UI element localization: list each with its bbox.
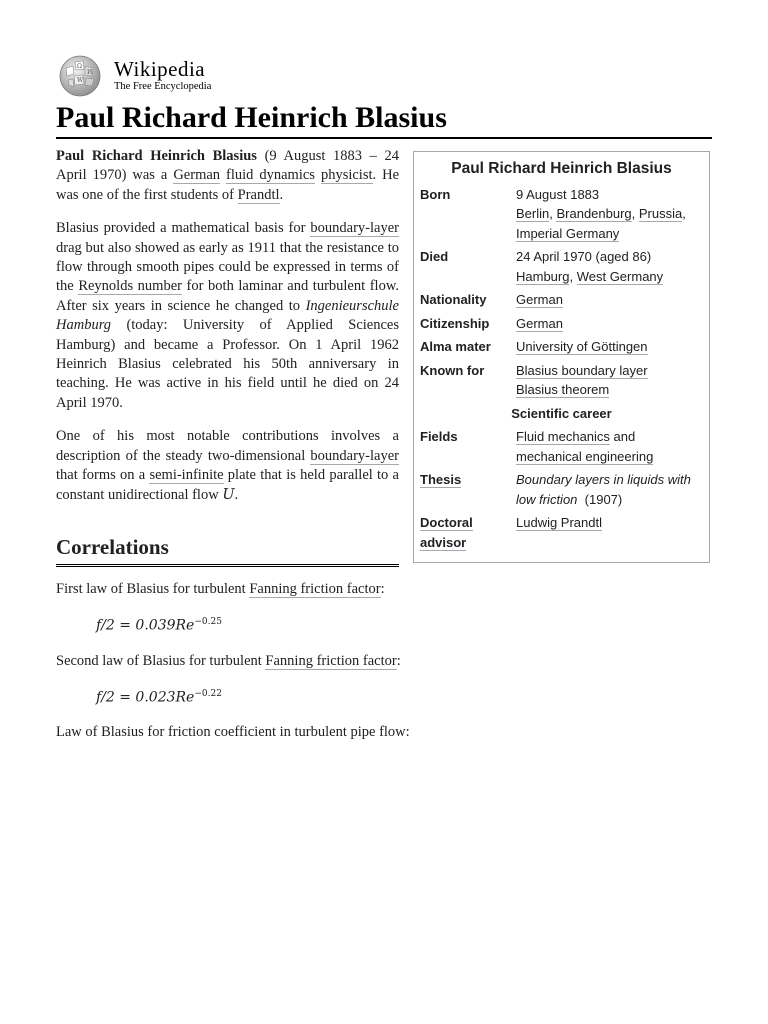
paragraph-text: : (380, 580, 385, 597)
link-fluid-dynamics[interactable]: fluid dynamics (226, 167, 315, 184)
infobox-label: Alma mater (420, 339, 491, 354)
link-prussia[interactable]: Prussia (638, 206, 683, 221)
link-hamburg[interactable]: Hamburg (516, 268, 570, 284)
paragraph-text: drag but also showed as early as 1911 that the resistance to flow through smooth pipes could be expressed in terms of the (56, 239, 399, 295)
infobox-row-died: Died 24 April 1970 (aged 86) Hamburg, West Germany (420, 247, 703, 286)
article-page (56, 54, 712, 742)
formula-exponent: −0.25 (194, 616, 222, 627)
link-ludwig-prandtl[interactable]: Ludwig Prandtl (516, 515, 602, 530)
link-doctoral-advisor-label[interactable] (420, 515, 473, 551)
fields-conjunction: and (609, 429, 636, 444)
link-brandenburg[interactable]: Brandenburg (556, 206, 632, 221)
link-west-germany[interactable]: West Germany (576, 268, 664, 284)
intro-text: . (279, 186, 284, 203)
paragraph-text: (today: University of Applied Sciences Hamburg) and became a Professor. On 1 April 1962 Heinrich Blasius celebrated his 50th anniversary in teaching. He was active in his field until he died on 24 April 1970. (56, 317, 399, 411)
infobox-row-known-for (420, 361, 703, 400)
link-fluid-mechanics[interactable]: Fluid mechanics (516, 429, 610, 444)
article-body (56, 147, 399, 505)
link-fanning-friction-factor[interactable]: Fanning friction factor (249, 580, 381, 597)
infobox-label: Citizenship (420, 315, 490, 331)
formula-var: Re (175, 689, 195, 706)
thesis-title: Boundary layers in liquids with low friction (516, 472, 691, 507)
advisor-label-line: Doctoral (420, 515, 473, 530)
logo-title: Wikipedia (114, 57, 206, 82)
link-prandtl[interactable]: Prandtl (237, 186, 280, 203)
career-paragraph (56, 219, 399, 413)
subject-name: Paul Richard Heinrich Blasius (56, 148, 257, 164)
paragraph-text: . (234, 486, 239, 503)
paragraph-text: plate that is held parallel to a constant unidirectional flow (56, 467, 399, 503)
school-name: Ingenieurschule Hamburg (56, 297, 399, 334)
link-imperial-germany[interactable]: Imperial Germany (516, 225, 620, 241)
infobox (413, 151, 710, 563)
link-citizenship-german[interactable]: German (516, 315, 563, 331)
infobox-label: Fields (420, 429, 458, 444)
infobox-row-advisor (420, 513, 703, 552)
wikipedia-globe-icon (56, 54, 104, 98)
svg-text:W: W (77, 77, 84, 84)
section-heading-correlations: Correlations (56, 533, 399, 567)
link-mechanical-engineering[interactable]: mechanical engineering (516, 448, 654, 464)
infobox-row-thesis (420, 470, 703, 509)
infobox-label: Known for (420, 362, 485, 378)
link-blasius-theorem[interactable]: Blasius theorem (516, 382, 610, 397)
formula-lhs: f/2 = 0.023 (96, 689, 176, 706)
link-fanning-friction-factor-2[interactable]: Fanning friction factor (265, 652, 397, 669)
infobox-label: Nationality (420, 292, 487, 307)
link-berlin[interactable]: Berlin (516, 206, 550, 221)
correlation-first-law (56, 580, 576, 599)
svg-text:Ω: Ω (77, 63, 82, 70)
infobox-section-heading: Scientific career (511, 405, 612, 421)
infobox-row-born: Born 9 August 1883 Berlin, Brandenburg, Prussia, Imperial Germany (420, 185, 703, 244)
correlation-pipe-flow: Law of Blasius for friction coefficient in turbulent pipe flow: (56, 724, 410, 741)
math-u: U (222, 486, 235, 503)
link-boundary-layer-2[interactable]: boundary-layer (310, 447, 399, 464)
intro-text: . He was one of the first students of (56, 167, 400, 203)
formula-var: Re (175, 617, 195, 634)
infobox-label: Died (420, 249, 449, 264)
wikipedia-logo[interactable] (56, 54, 712, 98)
infobox-label: Born (420, 186, 451, 202)
intro-paragraph (56, 147, 399, 205)
link-university-goettingen[interactable]: University of Göttingen (516, 339, 648, 354)
infobox-row-alma-mater (420, 337, 703, 357)
paragraph-text: First law of Blasius for turbulent (56, 580, 250, 597)
infobox-row-nationality (420, 290, 703, 310)
advisor-label-line: advisor (420, 534, 467, 550)
paragraph-text: Blasius provided a mathematical basis for (56, 220, 311, 237)
paragraph-text: One of his most notable contributions involves a description of the steady two-dimensional (56, 428, 399, 464)
link-nationality-german[interactable]: German (516, 292, 563, 307)
formula-lhs: f/2 = 0.039 (96, 617, 176, 634)
svg-text:И: И (87, 69, 93, 76)
link-thesis-label[interactable]: Thesis (420, 472, 462, 487)
infobox-title: Paul Richard Heinrich Blasius (451, 160, 672, 177)
died-date: 24 April 1970 (aged 86) (516, 249, 652, 264)
link-semi-infinite[interactable]: semi-infinite (149, 467, 224, 484)
paragraph-text: for both laminar and turbulent flow. After six years in science he changed to (56, 278, 399, 314)
link-physicist[interactable]: physicist (320, 167, 373, 184)
formula-second-law (96, 685, 576, 708)
formula-exponent: −0.22 (194, 688, 222, 699)
page-title: Paul Richard Heinrich Blasius (56, 100, 712, 139)
born-date: 9 August 1883 (516, 186, 600, 202)
logo-subtitle: The Free Encyclopedia (114, 81, 212, 93)
intro-text: (9 August 1883 – 24 April 1970) was a (56, 148, 399, 184)
formula-first-law (96, 613, 576, 636)
infobox-row-fields (420, 427, 703, 466)
correlation-second-law (56, 652, 576, 671)
paragraph-text: Second law of Blasius for turbulent (56, 652, 266, 669)
link-reynolds-number[interactable]: Reynolds number (78, 278, 182, 295)
link-boundary-layer[interactable]: boundary-layer (310, 220, 399, 237)
thesis-year: (1907) (584, 491, 623, 507)
paragraph-text: that forms on a (56, 467, 150, 484)
link-blasius-boundary-layer[interactable]: Blasius boundary layer (516, 362, 648, 378)
correlations-section (56, 580, 576, 742)
paragraph-text: : (396, 652, 401, 669)
link-german[interactable]: German (173, 167, 221, 184)
infobox-row-citizenship (420, 314, 703, 334)
contribution-paragraph (56, 427, 399, 505)
